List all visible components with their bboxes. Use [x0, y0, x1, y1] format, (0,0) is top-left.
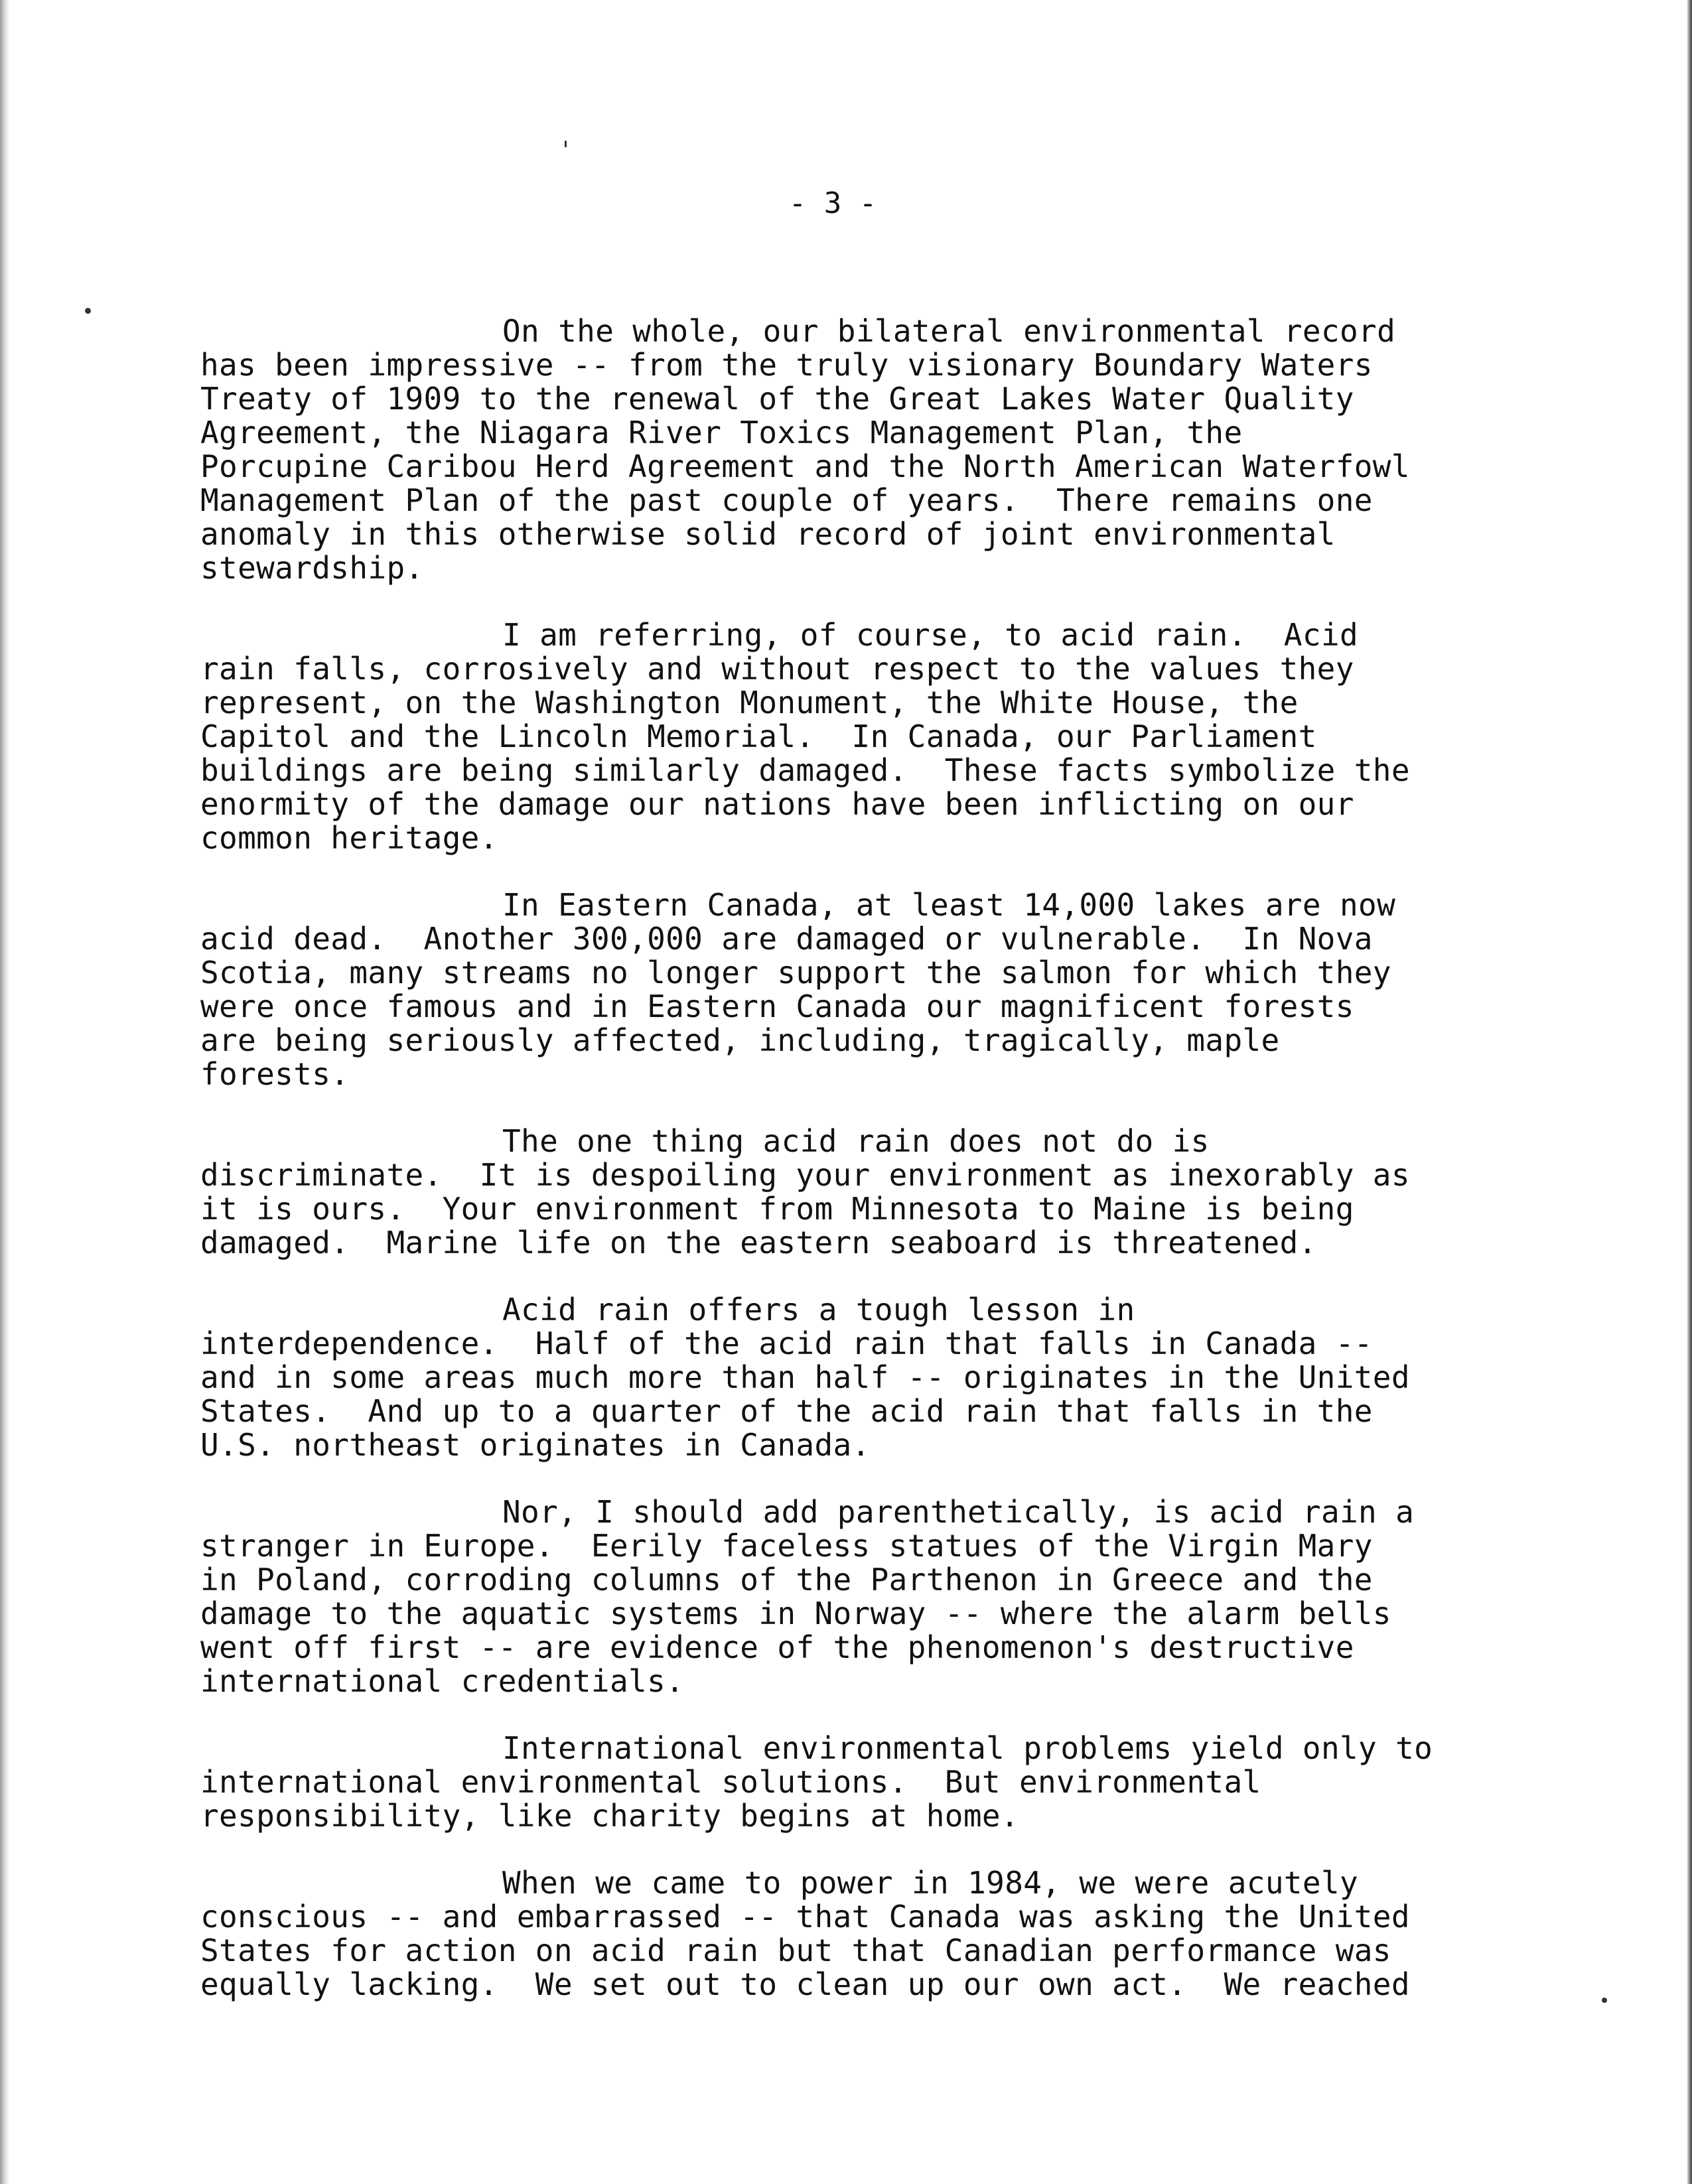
text-line: anomaly in this otherwise solid record of joint environmental [200, 516, 1336, 552]
text-line: international credentials. [200, 1663, 685, 1699]
text-line: Treaty of 1909 to the renewal of the Great Lakes Water Quality [200, 381, 1354, 417]
scan-speck [85, 308, 91, 314]
paragraph [200, 1293, 1527, 1462]
text-line: equally lacking. We set out to clean up our own act. We reached [200, 1966, 1410, 2002]
text-line: Acid rain offers a tough lesson in [502, 1292, 1135, 1328]
text-line: On the whole, our bilateral environmental record [502, 313, 1396, 349]
scan-speck [1602, 1998, 1607, 2003]
text-line: States. And up to a quarter of the acid rain that falls in the [200, 1393, 1373, 1429]
text-line: enormity of the damage our nations have been inflicting on our [200, 786, 1354, 822]
text-line: damage to the aquatic systems in Norway -- where the alarm bells [200, 1596, 1391, 1631]
text-line: has been impressive -- from the truly visionary Boundary Waters [200, 347, 1373, 383]
text-line: represent, on the Washington Monument, the White House, the [200, 685, 1299, 720]
text-line: damaged. Marine life on the eastern seaboard is threatened. [200, 1225, 1317, 1261]
text-line: When we came to power in 1984, we were acutely [502, 1865, 1359, 1901]
text-line: U.S. northeast originates in Canada. [200, 1427, 871, 1463]
text-line: stranger in Europe. Eerily faceless statues of the Virgin Mary [200, 1528, 1373, 1564]
text-line: forests. [200, 1056, 350, 1092]
paragraph [200, 1866, 1527, 2002]
document-body [200, 314, 1527, 2035]
text-line: The one thing acid rain does not do is [502, 1123, 1210, 1159]
text-line: interdependence. Half of the acid rain that falls in Canada -- [200, 1326, 1373, 1361]
text-line: Capitol and the Lincoln Memorial. In Canada, our Parliament [200, 718, 1317, 754]
page-number: - 3 - [788, 186, 877, 220]
paragraph [200, 314, 1527, 585]
text-line: discriminate. It is despoiling your environment as inexorably as [200, 1157, 1410, 1193]
text-line: Nor, I should add parenthetically, is acid rain a [502, 1494, 1415, 1530]
text-line: common heritage. [200, 820, 498, 856]
text-line: were once famous and in Eastern Canada our magnificent forests [200, 989, 1354, 1024]
text-line: buildings are being similarly damaged. These facts symbolize the [200, 752, 1410, 788]
text-line: acid dead. Another 300,000 are damaged or vulnerable. In Nova [200, 921, 1373, 957]
text-line: and in some areas much more than half -- originates in the United [200, 1359, 1410, 1395]
text-line: stewardship. [200, 550, 424, 586]
text-line: I am referring, of course, to acid rain. Acid [502, 617, 1359, 653]
text-line: in Poland, corroding columns of the Parthenon in Greece and the [200, 1562, 1373, 1598]
scan-edge-left [0, 0, 9, 2184]
text-line: Management Plan of the past couple of years. There remains one [200, 482, 1373, 518]
text-line: rain falls, corrosively and without respect to the values they [200, 651, 1354, 687]
text-line: it is ours. Your environment from Minnesota to Maine is being [200, 1191, 1354, 1227]
text-line: responsibility, like charity begins at home. [200, 1798, 1019, 1834]
paragraph [200, 1732, 1527, 1833]
paragraph [200, 1495, 1527, 1698]
paragraph [200, 1125, 1527, 1260]
text-line: Agreement, the Niagara River Toxics Management Plan, the [200, 415, 1243, 450]
text-line: In Eastern Canada, at least 14,000 lakes are now [502, 887, 1396, 923]
paragraph [200, 618, 1527, 855]
text-line: States for action on acid rain but that Canadian performance was [200, 1933, 1391, 1968]
text-line: went off first -- are evidence of the phenomenon's destructive [200, 1629, 1354, 1665]
text-line: conscious -- and embarrassed -- that Canada was asking the United [200, 1899, 1410, 1935]
paragraph [200, 888, 1527, 1091]
text-line: Scotia, many streams no longer support the salmon for which they [200, 955, 1391, 990]
scan-edge-right [1687, 0, 1692, 2184]
text-line: international environmental solutions. But environmental [200, 1764, 1261, 1800]
text-line: Porcupine Caribou Herd Agreement and the North American Waterfowl [200, 448, 1410, 484]
scan-speck [565, 141, 567, 147]
text-line: International environmental problems yield only to [502, 1730, 1433, 1766]
text-line: are being seriously affected, including, tragically, maple [200, 1022, 1280, 1058]
